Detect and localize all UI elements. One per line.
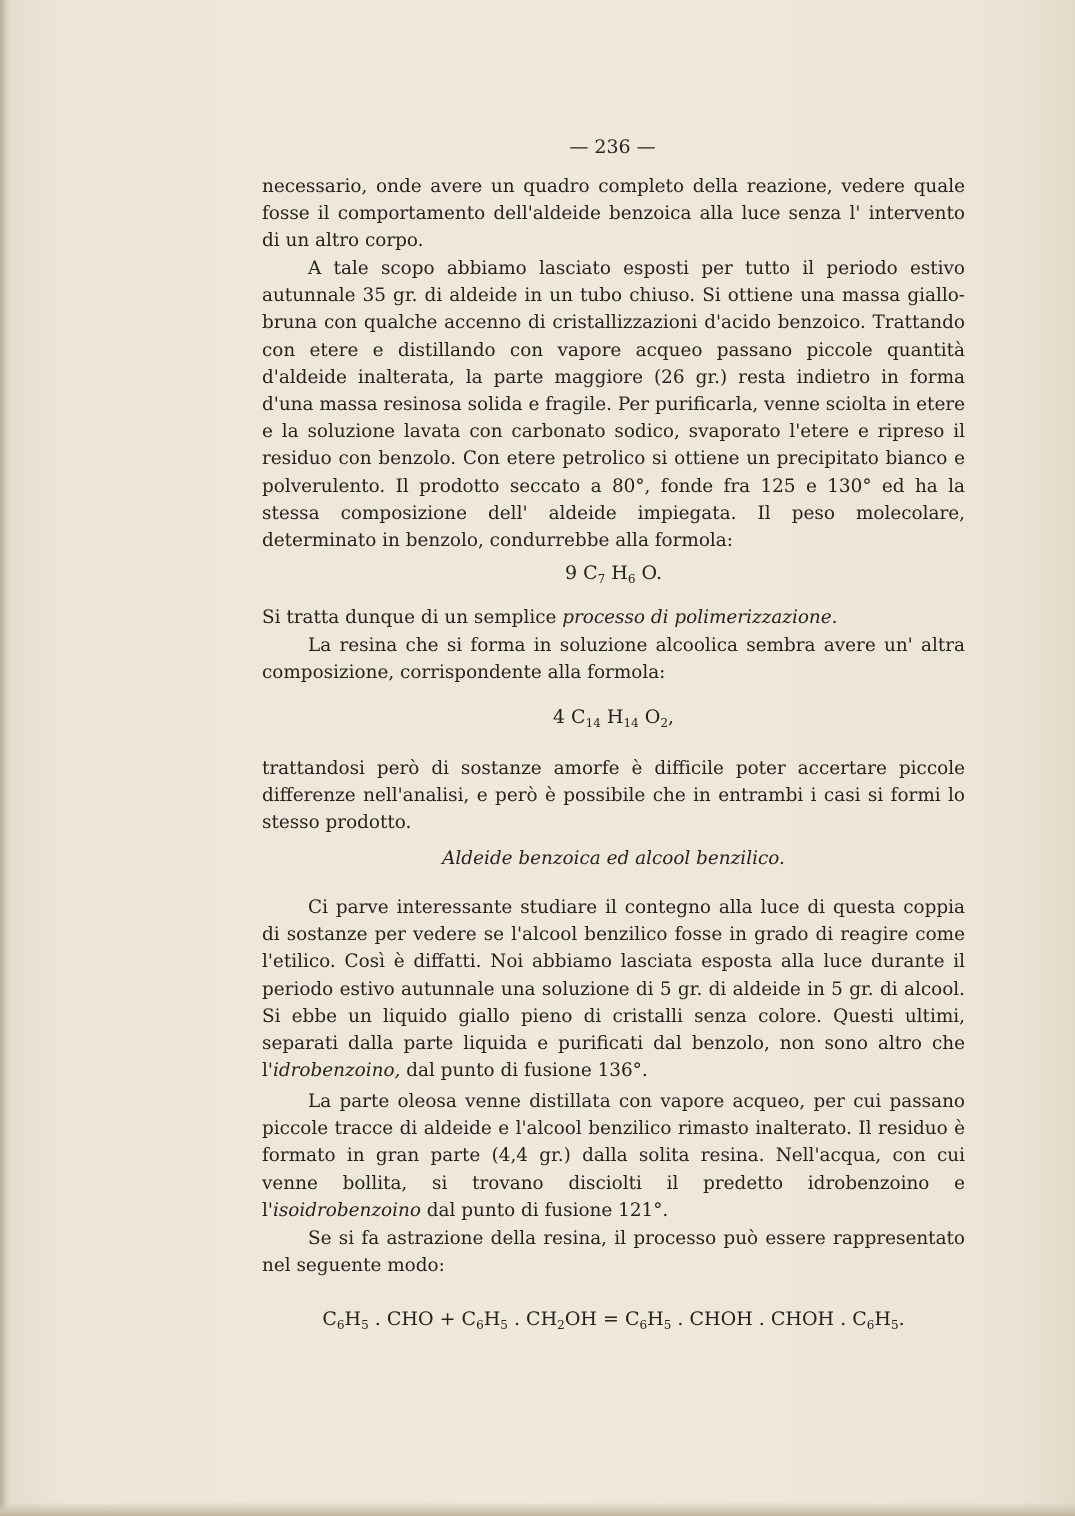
paragraph-4-text: La resina che si forma in soluzione alcoolica sembra avere un' altra composizione, corrispondente alla formola: (262, 635, 965, 684)
paragraph-1 (262, 173, 965, 255)
paragraph-2 (262, 255, 965, 554)
italic-term: idrobenzoino, (272, 1060, 401, 1082)
italic-term: isoidrobenzoino (272, 1199, 421, 1221)
paragraph-5-text: trattandosi però di sostanze amorfe è difficile poter accertare piccole differenze nell'analisi, e però è possibile che in entrambi i casi si formi lo stesso prodotto. (262, 758, 965, 834)
page-edge-bottom (0, 1502, 1075, 1516)
page-edge-left (0, 0, 10, 1516)
paragraph-4 (262, 632, 965, 686)
paragraph-1-text: necessario, onde avere un quadro completo della reazione, vedere quale fosse il comportamento dell'aldeide benzoica alla luce senza l' intervento di un altro corpo. (262, 176, 965, 252)
formula-3: $C_6H_5$ . CHO + $C_6H_5$ . $CH_2OH = C_6H_5$ . CHOH . CHOH . $C_6H_5$. (322, 1308, 905, 1332)
italic-term: processo di polimerizzazione. (562, 607, 838, 628)
paragraph-6: Ci parve interessante studiare il contegno alla luce di questa coppia di sostanze per vedere se l'alcool benzilico fosse in grado di reagire come l'etilico. Così è diffatti. Noi abbiamo lasciata esposta alla luce durante il periodo estivo autunnale una soluzione di 5 gr. di aldeide in 5 gr. di alcool. Si ebbe un liquido giallo pieno di cristalli senza colore. Questi ultimi, separati dalla parte liquida e purificati dal benzolo, non sono altro che l'idrobenzoino, dal punto di fusione 136°. (262, 897, 965, 1082)
paragraph-5 (262, 755, 965, 837)
section-heading (262, 845, 965, 872)
page-number: — 236 — (569, 136, 656, 158)
paragraph-8 (262, 1225, 965, 1279)
paragraph-2-text: A tale scopo abbiamo lasciato esposti per tutto il periodo estivo autunnale 35 gr. di aldeide in un tubo chiuso. Si ottiene una massa giallo-bruna con qualche accenno di cristallizzazioni d'acido benzoico. Trattando con etere e distillando con vapore acqueo passano piccole quantità d'aldeide inalterata, la parte maggiore (26 gr.) resta indietro in forma d'una massa resinosa solida e fragile. Per purificarla, venne sciolta in etere e la soluzione lavata con carbonato sodico, svaporato l'etere e ripreso il residuo con benzolo. Con etere petrolico si ottiene un precipitato bianco e polverulento. Il prodotto seccato a 80°, fonde fra 125 e 130° ed ha la stessa composizione dell' aldeide impiegata. Il peso molecolare, determinato in benzolo, condurrebbe alla formola: (262, 258, 965, 552)
paragraph-7: La parte oleosa venne distillata con vapore acqueo, per cui passano piccole tracce di aldeide e l'alcool benzilico rimasto inalterato. Il residuo è formato in gran parte (4,4 gr.) dalla solita resina. Nell'acqua, con cui venne bollita, si trovano disciolti il predetto idrobenzoino e l'isoidrobenzoino dal punto di fusione 121°. (262, 1091, 965, 1221)
paragraph-8-text: Se si fa astrazione della resina, il processo può essere rappresentato nel seguente modo: (262, 1228, 965, 1277)
paragraph-3: Si tratta dunque di un semplice processo di polimerizzazione. (262, 607, 838, 628)
formula-2: 4 $C_{14}$ $H_{14}$ $O_2$, (552, 706, 675, 730)
formula-1: 9 $C_7$ $H_6$ O. (564, 562, 663, 586)
section-heading-text: Aldeide benzoica ed alcool benzilico. (442, 848, 785, 869)
